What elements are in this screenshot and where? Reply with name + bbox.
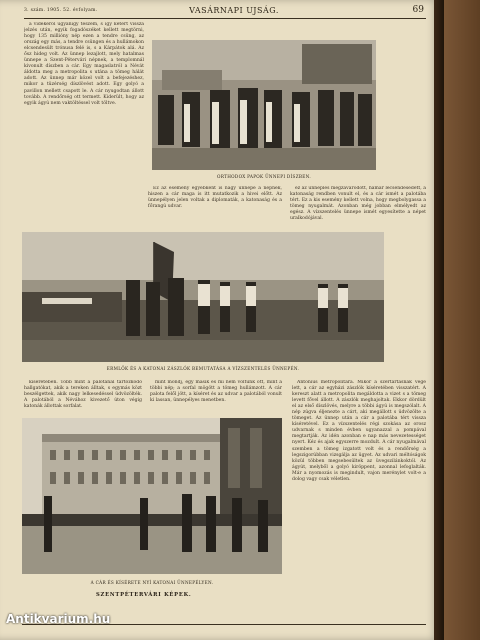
text-column-bottom-left <box>24 380 142 414</box>
photo3-caption: A CÁR ÉS KÍSÉRETE NYÍ KATONAI ÜNNEPÉLYEN. <box>90 580 214 585</box>
paragraph: Ez az esemény egyébként is nagy ünnepe a népnek, hiszen a cár maga is itt mutatkozik a hivei előtt. Az ünnepélyen jelen voltak a diplomaták, a katonaság és a főrangú udvar. <box>148 186 282 210</box>
text-column-top-left <box>24 22 144 202</box>
text-column-top-mid <box>148 186 282 220</box>
watermark: Antikvarium.hu <box>6 612 111 626</box>
paragraph: ez az ünneplés megzavarodott, hamar lecsendesedett, a katonaság rendben vonult el, és a cár ismét a palotába tért. Ez a kis esemény kellett volna, hogy megbolygassa a tömeg nyugalmát. Azonban még jobban elmélyedt az egész. A vízszentelés ünnepe ismét egyesítette a népet uralkodójával. <box>290 186 426 220</box>
text-column-bottom-mid <box>150 380 282 414</box>
header-title: VASÁRNAPI UJSÁG. <box>189 6 279 15</box>
text-column-bottom-right <box>292 380 426 612</box>
photo-orthodox-priests <box>152 40 376 170</box>
paragraph: kíséretében. Több mint a palotánál tartózkodó hallgatókat, akik a tereken álltak, s egymás közt beszélgettek, akik nagy lelkesedéssel üdvözölték. A palotából a Névához kivezető úton végig katonák állottak sorfalat. <box>24 380 142 410</box>
photo2-caption: ERMLŐK ÉS A KATONAI ZÁSZLÓK BEMUTATÁSA A VÍZSZENTELÉS ÜNNEPÉN. <box>106 366 300 371</box>
page-number: 69 <box>412 5 424 15</box>
page-header <box>24 4 426 19</box>
header-issue: 3. szám. 1905. 52. évfolyam. <box>24 8 98 13</box>
photo1-caption: ORTHODOX PAPOK ÜNNEPI DÍSZBEN. <box>217 174 311 179</box>
text-column-top-right <box>290 186 426 220</box>
book-cover-edge <box>444 0 480 640</box>
photo-flag-ceremony <box>22 232 384 362</box>
photo-palace-parade <box>22 418 282 574</box>
paragraph: a vidékeről ugyanígy teszem, s így kétért vissza jelzés után, egyik fogadószéket kellett megtörni, hogy 135 millióny nép ezen a tendre csüng, az ország egy más, a tendre csüngen és a hullámokon elcsendesült trónusa felé is, s a Kárpátok alá. Az ősz hideg volt. Az ünnep lezajlott, mely hatalmas ünnepe a Szent-Pétervári népnek, a templomnál kivonult díszben a cár. Egy magaslatról a Névát áldotta meg a metropolita s utána a tömeg hálát adott. Az ünnep már közel volt a befejezéshez, mikor a tüzérség díszlövést adott. Egy golyó a pavillon mellett csapott le. A cár nyugodtan állott tovább. A rendőrség ott termett. Kiderült, hogy az egyik ágyú nem vaktöltéssel volt töltve. <box>24 22 144 106</box>
paragraph: Antonius metropolitára. Mikor a szertartásnak vége lett, a cár az egyházi zászlók kíséretében visszatért. A kereszt alatt a metropolita megáldotta a vizet s a tömeg levett fővel állott. A zászlók meghajoltak. Ekkor dördült el az első díszlövés, melyre a többi ágyú is megszólalt. A nép zúgva éljenezte a cárt, aki megállott s üdvözölte a tömeget. Az ünnep után a cár a palotába tért vissza kíséretével. Ez a vízszentelés régi szokása az orosz udvarnak s minden évben ugyanazzal a pompával megtartják. Az idén azonban e nap más nevezetességet nyert. Kéz és ajak egyszerre mozdult. A cár nyugalmával szemben a tömeg izgatott volt és a rendőrség a legszigorúbban vizsgálja az ügyet. Az udvari méltóságok közül többen megsebesültek az üvegszilánkoktól. Az ágyút, melyből a golyó kiröppent, azonnal lefoglalták. Már a nyomozás is megindult, vajon merénylet volt-e a dolog vagy csak véletlen. <box>292 380 426 482</box>
section-title: SZENTPÉTERVÁRI KÉPEK. <box>96 592 192 598</box>
book-spine <box>434 0 444 640</box>
paragraph: mint mondj, egy másik és mi nem voltunk ott, mint a többi nép; a sorfal mögött a tömeg hullámzott. A cár palota felől jött, a kíséret és az udvar a palotából vonult ki lassan, ünnepélyes menetben. <box>150 380 282 404</box>
